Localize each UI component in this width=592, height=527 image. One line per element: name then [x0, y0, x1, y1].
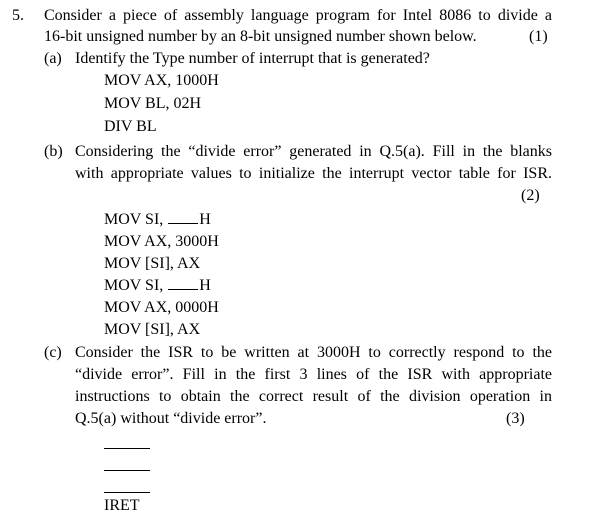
part-c-text-line1: Consider the ISR to be written at 3000H to correctly respond to the	[75, 344, 552, 361]
isr-answer-line-3[interactable]	[104, 492, 150, 493]
question-stem-marks: (1)	[529, 28, 548, 45]
code-text: H	[199, 277, 211, 294]
part-c-text-line3: instructions to obtain the correct result of the division operation in	[75, 388, 552, 405]
part-b-code-line2: MOV AX, 3000H	[104, 233, 219, 250]
part-c-text-line2: “divide error”. Fill in the first 3 lines of the ISR with appropriate	[75, 366, 552, 383]
isr-answer-line-2[interactable]	[104, 470, 150, 471]
part-a-code-line: DIV BL	[104, 118, 157, 135]
fill-blank[interactable]	[168, 288, 198, 290]
code-text: MOV SI,	[104, 211, 168, 228]
isr-answer-line-1[interactable]	[104, 448, 150, 449]
part-a-text: Identify the Type number of interrupt that is generated?	[75, 50, 430, 67]
part-c-label: (c)	[44, 344, 62, 361]
part-b-text-line2: with appropriate values to initialize the interrupt vector table for ISR.	[75, 165, 552, 182]
part-b-code-line1	[104, 210, 211, 230]
code-text: H	[199, 211, 211, 228]
part-b-code-line3: MOV [SI], AX	[104, 255, 201, 272]
question-number: 5.	[12, 7, 24, 24]
part-a-label: (a)	[44, 50, 62, 67]
part-b-code-line6: MOV [SI], AX	[104, 321, 201, 338]
question-stem-line1: Consider a piece of assembly language program for Intel 8086 to divide a	[44, 7, 552, 24]
fill-blank[interactable]	[168, 222, 198, 224]
isr-last-instruction: IRET	[104, 497, 140, 514]
question-stem-line2: 16-bit unsigned number by an 8-bit unsigned number shown below.	[44, 28, 477, 45]
code-text: MOV SI,	[104, 277, 168, 294]
part-b-text-line1: Considering the “divide error” generated in Q.5(a). Fill in the blanks	[75, 143, 552, 160]
part-c-text-line4: Q.5(a) without “divide error”.	[75, 410, 267, 427]
part-a-code-line: MOV BL, 02H	[104, 95, 202, 112]
part-c-marks: (3)	[506, 410, 525, 427]
part-a-code-line: MOV AX, 1000H	[104, 72, 219, 89]
part-b-code-line4	[104, 276, 211, 296]
part-b-code-line5: MOV AX, 0000H	[104, 299, 219, 316]
part-b-marks: (2)	[521, 187, 540, 204]
part-b-label: (b)	[44, 143, 63, 160]
